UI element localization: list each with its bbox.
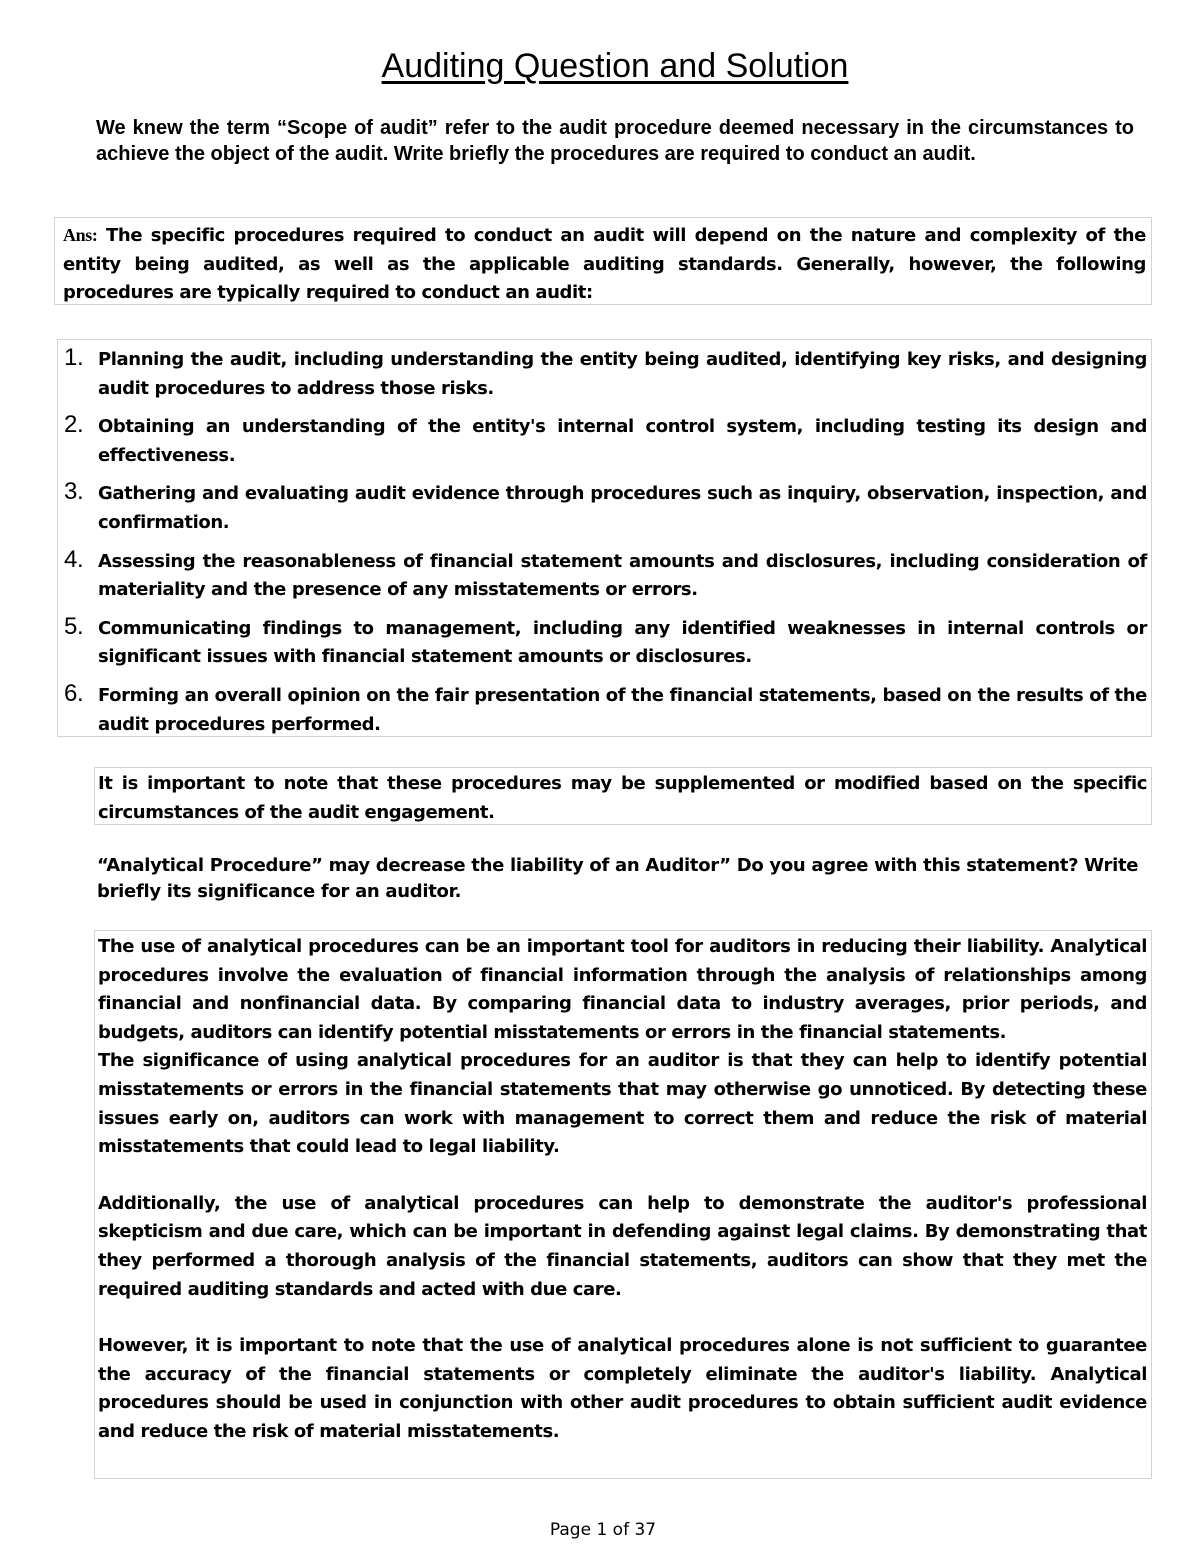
answer-2-paragraph: However, it is important to note that the use of analytical procedures alone is not sufficient to guarantee the accuracy of the financial statements or completely eliminate the auditor's liability. Analytical procedures should be used in conjunction with other audit procedures to obtain sufficient audit evidence and reduce the risk of material misstatements. [98,1335,1147,1442]
answer-2-paragraph: The use of analytical procedures can be an important tool for auditors in reducing their liability. Analytical procedures involve the evaluation of financial information through the analysis of relationships among financial and nonfinancial data. By comparing financial data to industry averages, prior periods, and budgets, auditors can identify potential misstatements or errors in the financial statements. [98,936,1147,1043]
procedures-list [60,346,1147,739]
list-item-text: Forming an overall opinion on the fair presentation of the financial statements, based on the results of the audit procedures performed. [98,684,1147,735]
list-number: 6. [64,679,84,707]
list-number: 4. [64,545,84,573]
list-item [60,480,1147,537]
list-number: 5. [64,612,84,640]
question-1: We knew the term “Scope of audit” refer to the audit procedure deemed necessary in the circumstances to achieve the object of the audit. Write briefly the procedures are required to conduct an audit. [96,117,1134,165]
list-item [60,346,1147,403]
list-number: 2. [64,411,84,439]
page-title: Auditing Question and Solution [381,47,849,85]
answer-2-paragraph: The significance of using analytical procedures for an auditor is that they can help to identify potential misstatements or errors in the financial statements that may otherwise go unnoticed. By detecting these issues early on, auditors can work with management to correct them and reduce the risk of material misstatements that could lead to legal liability. [98,1050,1147,1158]
answer-2-box [94,930,1152,1479]
question-2: “Analytical Procedure” may decrease the liability of an Auditor” Do you agree with this statement? Write briefly its significance for an auditor. [97,855,1139,902]
list-number: 1. [64,344,84,371]
answer-label: Ans: [63,225,98,245]
note-box: It is important to note that these procedures may be supplemented or modified based on the specific circumstances of the audit engagement. [94,767,1152,825]
page-number: Page 1 of 37 [549,1520,657,1540]
list-item-text: Planning the audit, including understanding the entity being audited, identifying key risks, and designing audit procedures to address those risks. [98,349,1147,399]
list-item [60,612,1147,672]
list-item-text: Gathering and evaluating audit evidence through procedures such as inquiry, observation, inspection, and confirmation. [98,483,1147,533]
list-number: 3. [64,478,84,506]
answer-1-text: The specific procedures required to conduct an audit will depend on the nature and complexity of the entity being audited, as well as the applicable auditing standards. Generally, however, the following procedures are typically required to conduct an audit: [63,225,1146,304]
answer-2-paragraph: Additionally, the use of analytical procedures can help to demonstrate the auditor's professional skepticism and due care, which can be important in defending against legal claims. By demonstrating that they performed a thorough analysis of the financial statements, auditors can show that they met the required auditing standards and acted with due care. [98,1192,1147,1300]
list-item-text: Communicating findings to management, including any identified weaknesses in internal controls or significant issues with financial statement amounts or disclosures. [98,617,1147,668]
list-item [60,545,1147,605]
list-item [60,413,1147,470]
list-item [60,679,1147,739]
list-item-text: Assessing the reasonableness of financial statement amounts and disclosures, including consideration of materiality and the presence of any misstatements or errors. [98,550,1147,601]
procedures-box [57,339,1152,737]
list-item-text: Obtaining an understanding of the entity's internal control system, including testing its design and effectiveness. [98,416,1147,466]
answer-1-box [54,217,1152,305]
